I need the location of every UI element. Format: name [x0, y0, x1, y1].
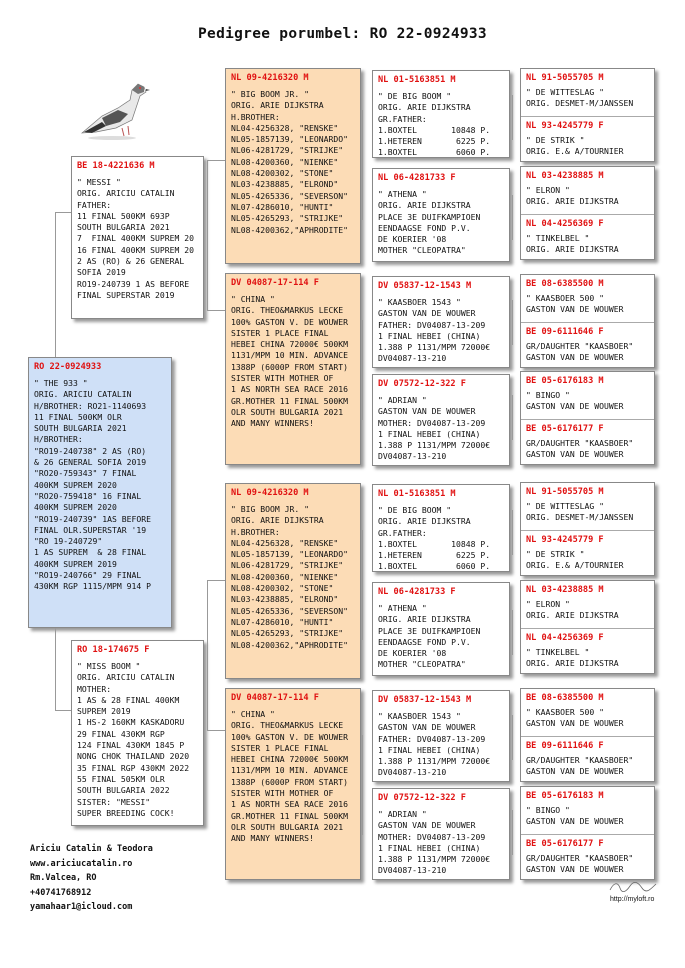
pedigree-text: " CHINA " ORIG. THEO&MARKUS LECKE 100% GASTON V. DE WOUWER SISTER 1 PLACE FINAL HEBEI CHINA 72000€ 500KM 1131/MPM 10 MIN. ADVANCE 1388P (6000P FROM START) SISTER WITH MOTHER OF 1 AS NORTH SEA RACE 2016 GR.MOTHER 11 FINAL 500KM OLR SOUTH BULGARIA 2021 AND MANY WINNERS! [231, 709, 348, 844]
pedigree-text: " DE WITTESLAG " ORIG. DESMET-M/JANSSEN [526, 87, 634, 109]
pedigree-text: " MESSI " ORIG. ARICIU CATALIN FATHER: 11 FINAL 500KM 693P SOUTH BULGARIA 2021 7 FINAL 400KM SUPREM 20 16 FINAL 400KM SUPREM 20 2 AS (RO) & 26 GENERAL SOFIA 2019 RO19-240739 1 AS BEFORE FINAL SUPERSTAR 2019 [77, 177, 194, 300]
pedigree-text: " ADRIAN " GASTON VAN DE WOUWER MOTHER: DV04087-13-209 1 FINAL HEBEI (CHINA) 1.388 P 1131/MPM 72000€ DV04087-13-210 [378, 395, 491, 462]
connector-line [512, 715, 513, 760]
connector-line [362, 530, 363, 640]
pedigree-text: GR/DAUGHTER "KAASBOER" GASTON VAN DE WOUWER [526, 755, 634, 777]
ggp-card[interactable] [372, 582, 510, 676]
ring-number: BE 09-6111646 F [526, 327, 604, 337]
pedigree-text: " BINGO " GASTON VAN DE WOUWER [526, 390, 624, 412]
connector-line [512, 395, 513, 440]
ring-number: NL 09-4216320 M [231, 73, 309, 83]
ring-number: NL 93-4245779 F [526, 121, 604, 131]
connector-line [55, 710, 71, 711]
ring-number: BE 05-6176183 M [526, 791, 604, 801]
connector-line [207, 310, 225, 311]
signature-icon [608, 880, 658, 894]
pedigree-text: " KAASBOER 1543 " GASTON VAN DE WOUWER FATHER: DV04087-13-209 1 FINAL HEBEI (CHINA) 1.388 P 1131/MPM 72000€ DV04087-13-210 [378, 297, 491, 364]
g5-pair-card[interactable] [520, 166, 655, 260]
pedigree-text: " KAASBOER 1543 " GASTON VAN DE WOUWER FATHER: DV04087-13-209 1 FINAL HEBEI (CHINA) 1.388 P 1131/MPM 72000€ DV04087-13-210 [378, 711, 491, 778]
connector-line [512, 300, 513, 345]
g5-pair-card[interactable] [520, 482, 655, 576]
ggp-card[interactable] [372, 788, 510, 880]
mother-card[interactable] [71, 640, 204, 826]
ring-number: BE 09-6111646 F [526, 741, 604, 751]
connector-line [512, 810, 513, 855]
pedigree-text: " BIG BOOM JR. " ORIG. ARIE DIJKSTRA H.BROTHER: NL04-4256328, "RENSKE" NL05-1857139, "LEONARDO" NL06-4281729, "STRIJKE" NL08-4200360, "NIENKE" NL08-4200302, "STONE" NL03-4238885, "ELROND" NL05-4265336, "SEVERSON" NL07-4286010, "HUNTI" NL05-4265293, "STRIJKE" NL08-4200362,"APHRODITE" [231, 504, 348, 650]
breeder-website-link[interactable]: www.ariciucatalin.ro [30, 858, 133, 869]
grandmother-maternal-card[interactable] [225, 688, 361, 880]
g5-pair-card[interactable] [520, 274, 655, 368]
pedigree-text: " DE BIG BOOM " ORIG. ARIE DIJKSTRA GR.FATHER: 1.BOXTEL 10848 P. 1.HETEREN 6225 P. 1.BOXTEL 6060 P. [378, 91, 491, 158]
connector-line [362, 735, 363, 835]
pedigree-text: " ELRON " ORIG. ARIE DIJKSTRA [526, 185, 619, 207]
pedigree-text: " BIG BOOM JR. " ORIG. ARIE DIJKSTRA H.BROTHER: NL04-4256328, "RENSKE" NL05-1857139, "LEONARDO" NL06-4281729, "STRIJKE" NL08-4200360, "NIENKE" NL08-4200302, "STONE" NL03-4238885, "ELROND" NL05-4265336, "SEVERSON" NL07-4286010, "HUNTI" NL05-4265293, "STRIJKE" NL08-4200362,"APHRODITE" [231, 89, 348, 235]
ggp-card[interactable] [372, 168, 510, 262]
ring-number: DV 04087-17-114 F [231, 693, 319, 703]
ring-number: RO 18-174675 F [77, 645, 150, 655]
connector-line [55, 212, 56, 357]
ring-number: BE 18-4221636 M [77, 161, 155, 171]
ring-number: DV 04087-17-114 F [231, 278, 319, 288]
ggp-card[interactable] [372, 70, 510, 158]
subject-card[interactable] [28, 357, 172, 628]
connector-line [512, 610, 513, 655]
pedigree-text: " THE 933 " ORIG. ARICIU CATALIN H/BROTHER: RO21-1140693 11 FINAL 500KM OLR SOUTH BULGARIA 2021 H/BROTHER: "RO19-240738" 2 AS (RO) & 26 GENERAL SOFIA 2019 "RO20-759343" 7 FINAL 400KM SUPREM 2020 "RO20-759418" 16 FINAL 400KM SUPREM 2020 "RO19-240739" 1AS BEFORE FINAL OLR.SUPERSTAR '19 "RO 19-240729" 1 AS SUPREM & 28 FINAL 400KM SUPREM 2019 "RO19-240766" 29 FINAL 430KM RGP 1115/MPM 914 P [34, 378, 151, 592]
myloft-link[interactable]: http://myloft.ro [610, 896, 655, 903]
connector-line [207, 160, 225, 161]
pedigree-text: " TINKELBEL " ORIG. ARIE DIJKSTRA [526, 647, 619, 669]
pedigree-text: " BINGO " GASTON VAN DE WOUWER [526, 805, 624, 827]
g5-pair-card[interactable] [520, 786, 655, 880]
g5-pair-card[interactable] [520, 68, 655, 162]
ring-number: NL 04-4256369 F [526, 633, 604, 643]
connector-line [512, 195, 513, 240]
pedigree-text: " DE STRIK " ORIG. E.& A/TOURNIER [526, 549, 624, 571]
g5-pair-card[interactable] [520, 580, 655, 674]
pedigree-text: " CHINA " ORIG. THEO&MARKUS LECKE 100% GASTON V. DE WOUWER SISTER 1 PLACE FINAL HEBEI CHINA 72000€ 500KM 1131/MPM 10 MIN. ADVANCE 1388P (6000P FROM START) SISTER WITH MOTHER OF 1 AS NORTH SEA RACE 2016 GR.MOTHER 11 FINAL 500KM OLR SOUTH BULGARIA 2021 AND MANY WINNERS! [231, 294, 348, 429]
connector-line [207, 580, 208, 730]
pigeon-image [72, 78, 152, 140]
ring-number: NL 01-5163851 M [378, 75, 456, 85]
breeder-name: Ariciu Catalin & Teodora [30, 844, 153, 854]
ring-number: NL 03-4238885 M [526, 585, 604, 595]
breeder-email-link[interactable]: yamahaar1@icloud.com [30, 902, 133, 912]
ggp-card[interactable] [372, 276, 510, 368]
grandfather-maternal-card[interactable] [225, 483, 361, 679]
ring-number: NL 09-4216320 M [231, 488, 309, 498]
ring-number: DV 05837-12-1543 M [378, 695, 472, 705]
pedigree-text: " DE STRIK " ORIG. E.& A/TOURNIER [526, 135, 624, 157]
ggp-card[interactable] [372, 374, 510, 466]
ring-number: NL 06-4281733 F [378, 587, 456, 597]
ggp-card[interactable] [372, 690, 510, 782]
g5-pair-card[interactable] [520, 371, 655, 465]
connector-line [207, 160, 208, 310]
connector-line [55, 628, 56, 710]
ring-number: BE 05-6176183 M [526, 376, 604, 386]
pedigree-text: " KAASBOER 500 " GASTON VAN DE WOUWER [526, 293, 624, 315]
ring-number: BE 05-6176177 F [526, 424, 604, 434]
ring-number: RO 22-0924933 [34, 362, 102, 372]
breeder-location: Rm.Valcea, RO [30, 873, 97, 883]
breeder-contact [30, 842, 153, 915]
ring-number: DV 07572-12-322 F [378, 793, 466, 803]
pedigree-text: " ADRIAN " GASTON VAN DE WOUWER MOTHER: DV04087-13-209 1 FINAL HEBEI (CHINA) 1.388 P 1131/MPM 72000€ DV04087-13-210 [378, 809, 491, 876]
grandmother-paternal-card[interactable] [225, 273, 361, 465]
pedigree-text: GR/DAUGHTER "KAASBOER" GASTON VAN DE WOUWER [526, 438, 634, 460]
connector-line [55, 212, 71, 213]
pedigree-text: " DE BIG BOOM " ORIG. ARIE DIJKSTRA GR.FATHER: 1.BOXTEL 10848 P. 1.HETEREN 6225 P. 1.BOXTEL 6060 P. [378, 505, 491, 572]
ring-number: NL 93-4245779 F [526, 535, 604, 545]
ring-number: BE 08-6385500 M [526, 693, 604, 703]
ring-number: NL 06-4281733 F [378, 173, 456, 183]
ring-number: NL 01-5163851 M [378, 489, 456, 499]
father-card[interactable] [71, 156, 204, 319]
connector-line [512, 95, 513, 140]
connector-line [207, 580, 225, 581]
grandfather-paternal-card[interactable] [225, 68, 361, 264]
connector-line [207, 730, 225, 731]
ring-number: BE 08-6385500 M [526, 279, 604, 289]
ring-number: DV 05837-12-1543 M [378, 281, 472, 291]
ring-number: DV 07572-12-322 F [378, 379, 466, 389]
pedigree-text: " KAASBOER 500 " GASTON VAN DE WOUWER [526, 707, 624, 729]
pedigree-text: " ATHENA " ORIG. ARIE DIJKSTRA PLACE 3E DUIFKAMPIOEN EENDAAGSE FOND P.V. DE KOERIER '08 MOTHER "CLEOPATRA" [378, 603, 481, 670]
ring-number: NL 03-4238885 M [526, 171, 604, 181]
pedigree-text: " TINKELBEL " ORIG. ARIE DIJKSTRA [526, 233, 619, 255]
pedigree-text: " ATHENA " ORIG. ARIE DIJKSTRA PLACE 3E DUIFKAMPIOEN EENDAAGSE FOND P.V. DE KOERIER '08 MOTHER "CLEOPATRA" [378, 189, 481, 256]
g5-pair-card[interactable] [520, 688, 655, 782]
connector-line [362, 110, 363, 220]
pedigree-text: " MISS BOOM " ORIG. ARICIU CATALIN MOTHER: 1 AS & 28 FINAL 400KM SUPREM 2019 1 HS-2 160KM KASKADORU 29 FINAL 430KM RGP 124 FINAL 430KM 1845 P NONG CHOK THAILAND 2020 35 FINAL RGP 430KM 2022 55 FINAL 505KM OLR SOUTH BULGARIA 2022 SISTER: "MESSI" SUPER BREEDING COCK! [77, 661, 190, 818]
connector-line [512, 510, 513, 555]
pedigree-text: " DE WITTESLAG " ORIG. DESMET-M/JANSSEN [526, 501, 634, 523]
ring-number: NL 91-5055705 M [526, 487, 604, 497]
breeder-phone: +40741768912 [30, 887, 92, 898]
ggp-card[interactable] [372, 484, 510, 572]
pedigree-text: GR/DAUGHTER "KAASBOER" GASTON VAN DE WOUWER [526, 341, 634, 363]
pedigree-text: GR/DAUGHTER "KAASBOER" GASTON VAN DE WOUWER [526, 853, 634, 875]
ring-number: BE 05-6176177 F [526, 839, 604, 849]
ring-number: NL 04-4256369 F [526, 219, 604, 229]
page-title: Pedigree porumbel: RO 22-0924933 [198, 26, 487, 42]
ring-number: NL 91-5055705 M [526, 73, 604, 83]
pedigree-text: " ELRON " ORIG. ARIE DIJKSTRA [526, 599, 619, 621]
connector-line [362, 320, 363, 420]
